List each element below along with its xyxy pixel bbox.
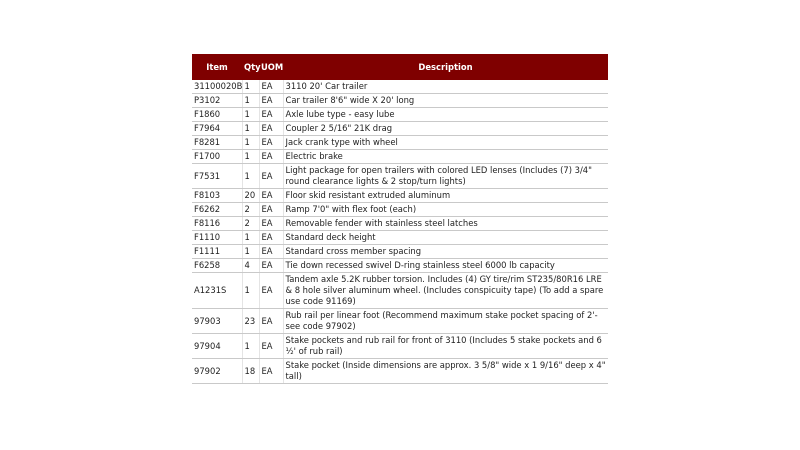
cell-uom: EA xyxy=(259,94,283,108)
table-row xyxy=(192,80,608,94)
cell-qty: 1 xyxy=(242,150,259,164)
cell-item: 31100020B xyxy=(192,80,242,94)
table-row xyxy=(192,108,608,122)
header-description: Description xyxy=(418,62,473,72)
cell-description: Removable fender with stainless steel latches xyxy=(283,217,608,231)
cell-description: 3110 20' Car trailer xyxy=(283,80,608,94)
cell-item: 97902 xyxy=(192,359,242,384)
cell-description: Light package for open trailers with colored LED lenses (Includes (7) 3/4" round clearance lights & 2 stop/turn lights) xyxy=(283,164,608,189)
table-row xyxy=(192,359,608,384)
cell-qty: 1 xyxy=(242,273,259,309)
table-row xyxy=(192,189,608,203)
cell-qty: 2 xyxy=(242,203,259,217)
cell-item: 97903 xyxy=(192,309,242,334)
table-row xyxy=(192,94,608,108)
cell-item: F8103 xyxy=(192,189,242,203)
table-row xyxy=(192,136,608,150)
cell-uom: EA xyxy=(259,334,283,359)
cell-qty: 1 xyxy=(242,231,259,245)
cell-qty: 1 xyxy=(242,245,259,259)
table-row xyxy=(192,122,608,136)
table-body xyxy=(192,80,608,384)
table-row xyxy=(192,217,608,231)
cell-uom: EA xyxy=(259,150,283,164)
cell-qty: 1 xyxy=(242,108,259,122)
cell-description: Stake pockets and rub rail for front of 3110 (Includes 5 stake pockets and 6 ½' of rub rail) xyxy=(283,334,608,359)
header-uom: UOM xyxy=(261,62,284,72)
cell-uom: EA xyxy=(259,203,283,217)
header-qty: Qty xyxy=(244,62,261,72)
cell-qty: 1 xyxy=(242,136,259,150)
cell-uom: EA xyxy=(259,259,283,273)
cell-item: 97904 xyxy=(192,334,242,359)
cell-item: F7531 xyxy=(192,164,242,189)
cell-qty: 4 xyxy=(242,259,259,273)
cell-item: A1231S xyxy=(192,273,242,309)
cell-qty: 1 xyxy=(242,334,259,359)
table-row xyxy=(192,334,608,359)
cell-qty: 1 xyxy=(242,94,259,108)
cell-item: F1700 xyxy=(192,150,242,164)
cell-description: Ramp 7'0" with flex foot (each) xyxy=(283,203,608,217)
cell-uom: EA xyxy=(259,108,283,122)
cell-uom: EA xyxy=(259,164,283,189)
cell-qty: 1 xyxy=(242,164,259,189)
cell-description: Tandem axle 5.2K rubber torsion. Includes (4) GY tire/rim ST235/80R16 LRE & 8 hole silver aluminum wheel. (Includes conspicuity tape) (To add a spare use code 91169) xyxy=(283,273,608,309)
cell-description: Electric brake xyxy=(283,150,608,164)
cell-description: Coupler 2 5/16" 21K drag xyxy=(283,122,608,136)
cell-item: P3102 xyxy=(192,94,242,108)
cell-uom: EA xyxy=(259,136,283,150)
cell-item: F8116 xyxy=(192,217,242,231)
table-row xyxy=(192,259,608,273)
table-row xyxy=(192,203,608,217)
cell-description: Rub rail per linear foot (Recommend maximum stake pocket spacing of 2'-see code 97902) xyxy=(283,309,608,334)
cell-uom: EA xyxy=(259,309,283,334)
cell-description: Tie down recessed swivel D-ring stainless steel 6000 lb capacity xyxy=(283,259,608,273)
cell-qty: 2 xyxy=(242,217,259,231)
cell-uom: EA xyxy=(259,273,283,309)
cell-item: F1110 xyxy=(192,231,242,245)
cell-uom: EA xyxy=(259,122,283,136)
cell-uom: EA xyxy=(259,245,283,259)
table-row xyxy=(192,273,608,309)
cell-uom: EA xyxy=(259,80,283,94)
cell-description: Axle lube type - easy lube xyxy=(283,108,608,122)
cell-item: F8281 xyxy=(192,136,242,150)
cell-uom: EA xyxy=(259,189,283,203)
table-row xyxy=(192,164,608,189)
table-header-row xyxy=(192,54,608,80)
cell-qty: 20 xyxy=(242,189,259,203)
cell-description: Jack crank type with wheel xyxy=(283,136,608,150)
cell-qty: 18 xyxy=(242,359,259,384)
item-table xyxy=(192,54,608,384)
table-row xyxy=(192,231,608,245)
cell-qty: 1 xyxy=(242,80,259,94)
table-row xyxy=(192,150,608,164)
header-item: Item xyxy=(206,62,228,72)
cell-description: Standard cross member spacing xyxy=(283,245,608,259)
cell-qty: 23 xyxy=(242,309,259,334)
table-row xyxy=(192,309,608,334)
cell-description: Car trailer 8'6" wide X 20' long xyxy=(283,94,608,108)
cell-description: Standard deck height xyxy=(283,231,608,245)
table-row xyxy=(192,245,608,259)
cell-item: F6258 xyxy=(192,259,242,273)
cell-uom: EA xyxy=(259,217,283,231)
cell-item: F6262 xyxy=(192,203,242,217)
cell-item: F1111 xyxy=(192,245,242,259)
cell-description: Floor skid resistant extruded aluminum xyxy=(283,189,608,203)
cell-item: F7964 xyxy=(192,122,242,136)
cell-qty: 1 xyxy=(242,122,259,136)
cell-uom: EA xyxy=(259,359,283,384)
item-table-container xyxy=(192,54,608,384)
cell-item: F1860 xyxy=(192,108,242,122)
cell-description: Stake pocket (Inside dimensions are approx. 3 5/8" wide x 1 9/16" deep x 4" tall) xyxy=(283,359,608,384)
cell-uom: EA xyxy=(259,231,283,245)
